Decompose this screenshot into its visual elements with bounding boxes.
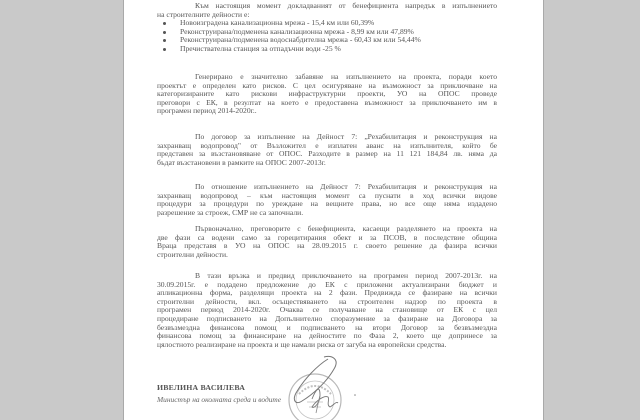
text-line: процедури за процедури по уреждане на вещните права, но все още няма издадено — [157, 199, 497, 209]
text-line: захранващ водопровод" от Възложител е изплатен аванс на изпълнителя, който бе — [157, 140, 497, 150]
signatory-name: ИВЕЛИНА ВАСИЛЕВА — [157, 383, 246, 392]
text-line: Генерирано е значително забавяне на изпълнението на проекта, поради което — [195, 72, 497, 81]
text-line: две фази са водени само за горецитирания обект и за ПСОВ, в последствие община — [157, 232, 497, 242]
intro-line-2: на строителните дейности е: — [157, 9, 250, 19]
text-line: преговори с ЕК, в резултат на което е предоставена възможност за приключването им в — [157, 97, 497, 107]
text-line: По отношение изпълнението на Дейност 7: Рехабилитация и реконструкция на — [195, 182, 497, 191]
text-line: По договор за изпълнение на Дейност 7: „Рехабилитация и реконструкция на — [195, 132, 497, 141]
text-line: представен за възстановяване от ОПОС. Разходите в размер на 11 121 184,84 лв. няма да — [157, 149, 497, 159]
bullet-item: Пречиствателна станция за отпадъчни води -25 % — [157, 45, 497, 54]
text-line: проектът е определен като рисков. С цел осигуряване на възможност за приключване на — [157, 80, 497, 90]
text-line: строителни дейности, вкл. осъществяването на строителен надзор по проекта в — [157, 296, 497, 306]
text-line: цялостното реализиране на проекта и ще намали риска от загуба на европейски средства. — [157, 339, 447, 349]
text-line: процедиране подписването на Допълнително споразумение за фазиране на Договора за — [157, 313, 497, 323]
bullet-item: Реконструирана/подменена канализационна мрежа - 8,99 км или 47,89% — [157, 28, 497, 37]
paragraph-activity-7-advance — [157, 133, 497, 167]
document-page — [123, 0, 544, 420]
text-line: безвъзмездна финансова помощ и подписването на втори Договор за безвъзмездна — [157, 322, 497, 332]
text-line: категоризираните като рискови инфраструктурни проекти, УО на ОПОС проведе — [157, 89, 497, 99]
text-line: захранващ водопровод – към настоящия момент са пуснати в ход всички видове — [157, 190, 497, 200]
text-line: В тази връзка и предвид приключването на програмен период 2007-2013г. на — [195, 271, 497, 280]
text-line: финансова помощ за финансиране на дейностите по Фаза 2, което ще допринесе за — [157, 331, 497, 341]
text-line: строителни дейности. — [157, 249, 228, 259]
paragraph-delay — [157, 73, 497, 116]
text-line: програмен период 2014-2020г.. — [157, 106, 257, 116]
text-line: бъдат възстановени в рамките на ОПОС 2007-2013г. — [157, 157, 326, 167]
intro-paragraph — [157, 2, 497, 54]
text-line: апликационна форма, разделящи проекта на 2 фази. Предвижда се фазиране на всички — [157, 288, 497, 298]
bullet-item: Реконструирана/подменена водоснабдителна мрежа - 60,43 км или 54,44% — [157, 36, 497, 45]
text-line: 30.09.2015г. е подадено предложение до ЕК с приложени актуализирани бюджет и — [157, 279, 497, 289]
bullet-item: Новоизградена канализационна мрежа - 15,4 км или 60,39% — [157, 19, 497, 28]
handwritten-signature-icon — [254, 355, 374, 420]
intro-line-1: Към настоящия момент докладваният от бенефициента напредък в изпълнението — [195, 1, 497, 10]
text-line: Враца представя в УО на ОПОС на 28.09.2015 г. своето решение да фазира всички — [157, 241, 497, 251]
progress-bullet-list — [157, 19, 497, 53]
text-line: програмен период 2014-2020г. Очаква се получаване на становище от ЕК с цел — [157, 305, 497, 315]
paragraph-phasing-negotiations — [157, 225, 497, 259]
text-line: Първоначално, преговорите с бенефициента, касаещи разделянето на проекта на — [195, 224, 497, 233]
signatory-title: Министър на околната среда и водите — [157, 395, 282, 404]
paragraph-activity-7-status — [157, 183, 497, 217]
text-line: разрешение за строеж, СМР не са започнали. — [157, 207, 304, 217]
paragraph-ec-proposal — [157, 272, 497, 349]
